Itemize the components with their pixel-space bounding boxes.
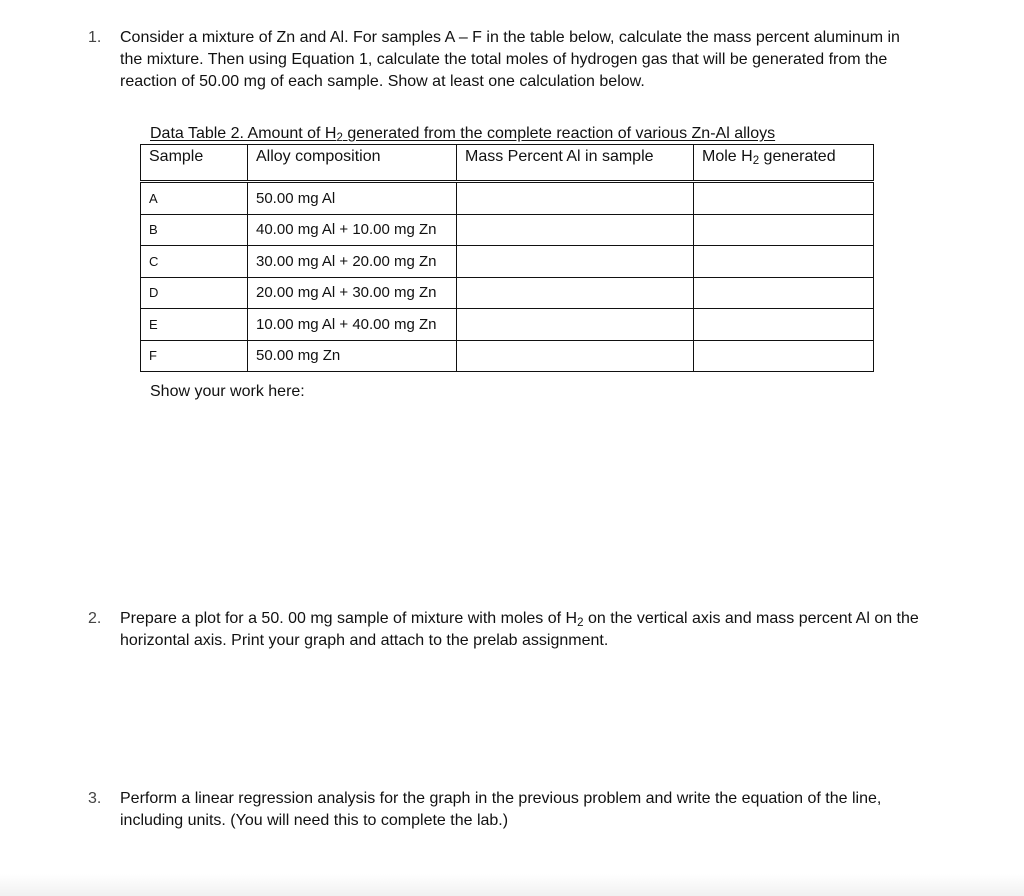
question-1 [88,27,918,93]
table-header-row [141,145,874,182]
sample-cell: E [141,309,248,341]
show-work-label: Show your work here: [150,383,305,400]
mole-h2-cell[interactable] [694,340,874,372]
alloy-cell: 10.00 mg Al + 40.00 mg Zn [248,309,457,341]
mass-percent-cell[interactable] [457,182,694,215]
table-row [141,182,874,215]
table-row [141,246,874,278]
sample-cell: B [141,214,248,246]
question-2-text-end: on the vertical axis and mass percent Al on the horizontal axis. Print your graph and attach to the prelab assignment. [120,610,919,649]
header-mole-h2 [694,145,874,182]
question-3 [88,788,948,832]
table-caption [150,124,775,144]
data-table [140,144,874,372]
mass-percent-cell[interactable] [457,214,694,246]
page-bottom-shadow [0,874,1024,896]
header-alloy-composition: Alloy composition [248,145,457,182]
alloy-cell: 20.00 mg Al + 30.00 mg Zn [248,277,457,309]
header-mole-end: generated [759,148,836,165]
alloy-cell: 30.00 mg Al + 20.00 mg Zn [248,246,457,278]
header-mole-subscript: 2 [752,154,760,167]
question-2-text [120,608,928,652]
table-row [141,214,874,246]
mass-percent-cell[interactable] [457,246,694,278]
question-2-subscript: 2 [577,616,584,629]
question-3-number: 3. [88,790,102,807]
sample-cell: C [141,246,248,278]
sample-cell: F [141,340,248,372]
mole-h2-cell[interactable] [694,214,874,246]
table-caption-start: Data Table 2. Amount of H [150,125,337,142]
header-mole-start: Mole H [702,148,753,165]
alloy-cell: 50.00 mg Zn [248,340,457,372]
question-1-text: Consider a mixture of Zn and Al. For samples A – F in the table below, calculate the mass percent aluminum in the mixture. Then using Equation 1, calculate the total moles of hydrogen gas that will be generated from the reaction of 50.00 mg of each sample. Show at least one calculation below. [120,29,900,90]
mole-h2-cell[interactable] [694,246,874,278]
alloy-cell: 40.00 mg Al + 10.00 mg Zn [248,214,457,246]
question-1-number: 1. [88,29,102,46]
table-row [141,277,874,309]
sample-cell: A [141,182,248,215]
question-2-text-start: Prepare a plot for a 50. 00 mg sample of mixture with moles of H [120,610,578,627]
mass-percent-cell[interactable] [457,309,694,341]
table-caption-subscript: 2 [336,131,343,144]
mole-h2-cell[interactable] [694,309,874,341]
question-3-text: Perform a linear regression analysis for the graph in the previous problem and write the equation of the line, including units. (You will need this to complete the lab.) [120,790,882,829]
question-2 [88,608,928,652]
table-row [141,340,874,372]
question-2-number: 2. [88,610,102,627]
header-mass-percent: Mass Percent Al in sample [457,145,694,182]
mass-percent-cell[interactable] [457,277,694,309]
mole-h2-cell[interactable] [694,277,874,309]
mole-h2-cell[interactable] [694,182,874,215]
sample-cell: D [141,277,248,309]
table-caption-end: generated from the complete reaction of various Zn-Al alloys [342,125,776,142]
mass-percent-cell[interactable] [457,340,694,372]
alloy-cell: 50.00 mg Al [248,182,457,215]
header-sample: Sample [141,145,248,182]
table-row [141,309,874,341]
